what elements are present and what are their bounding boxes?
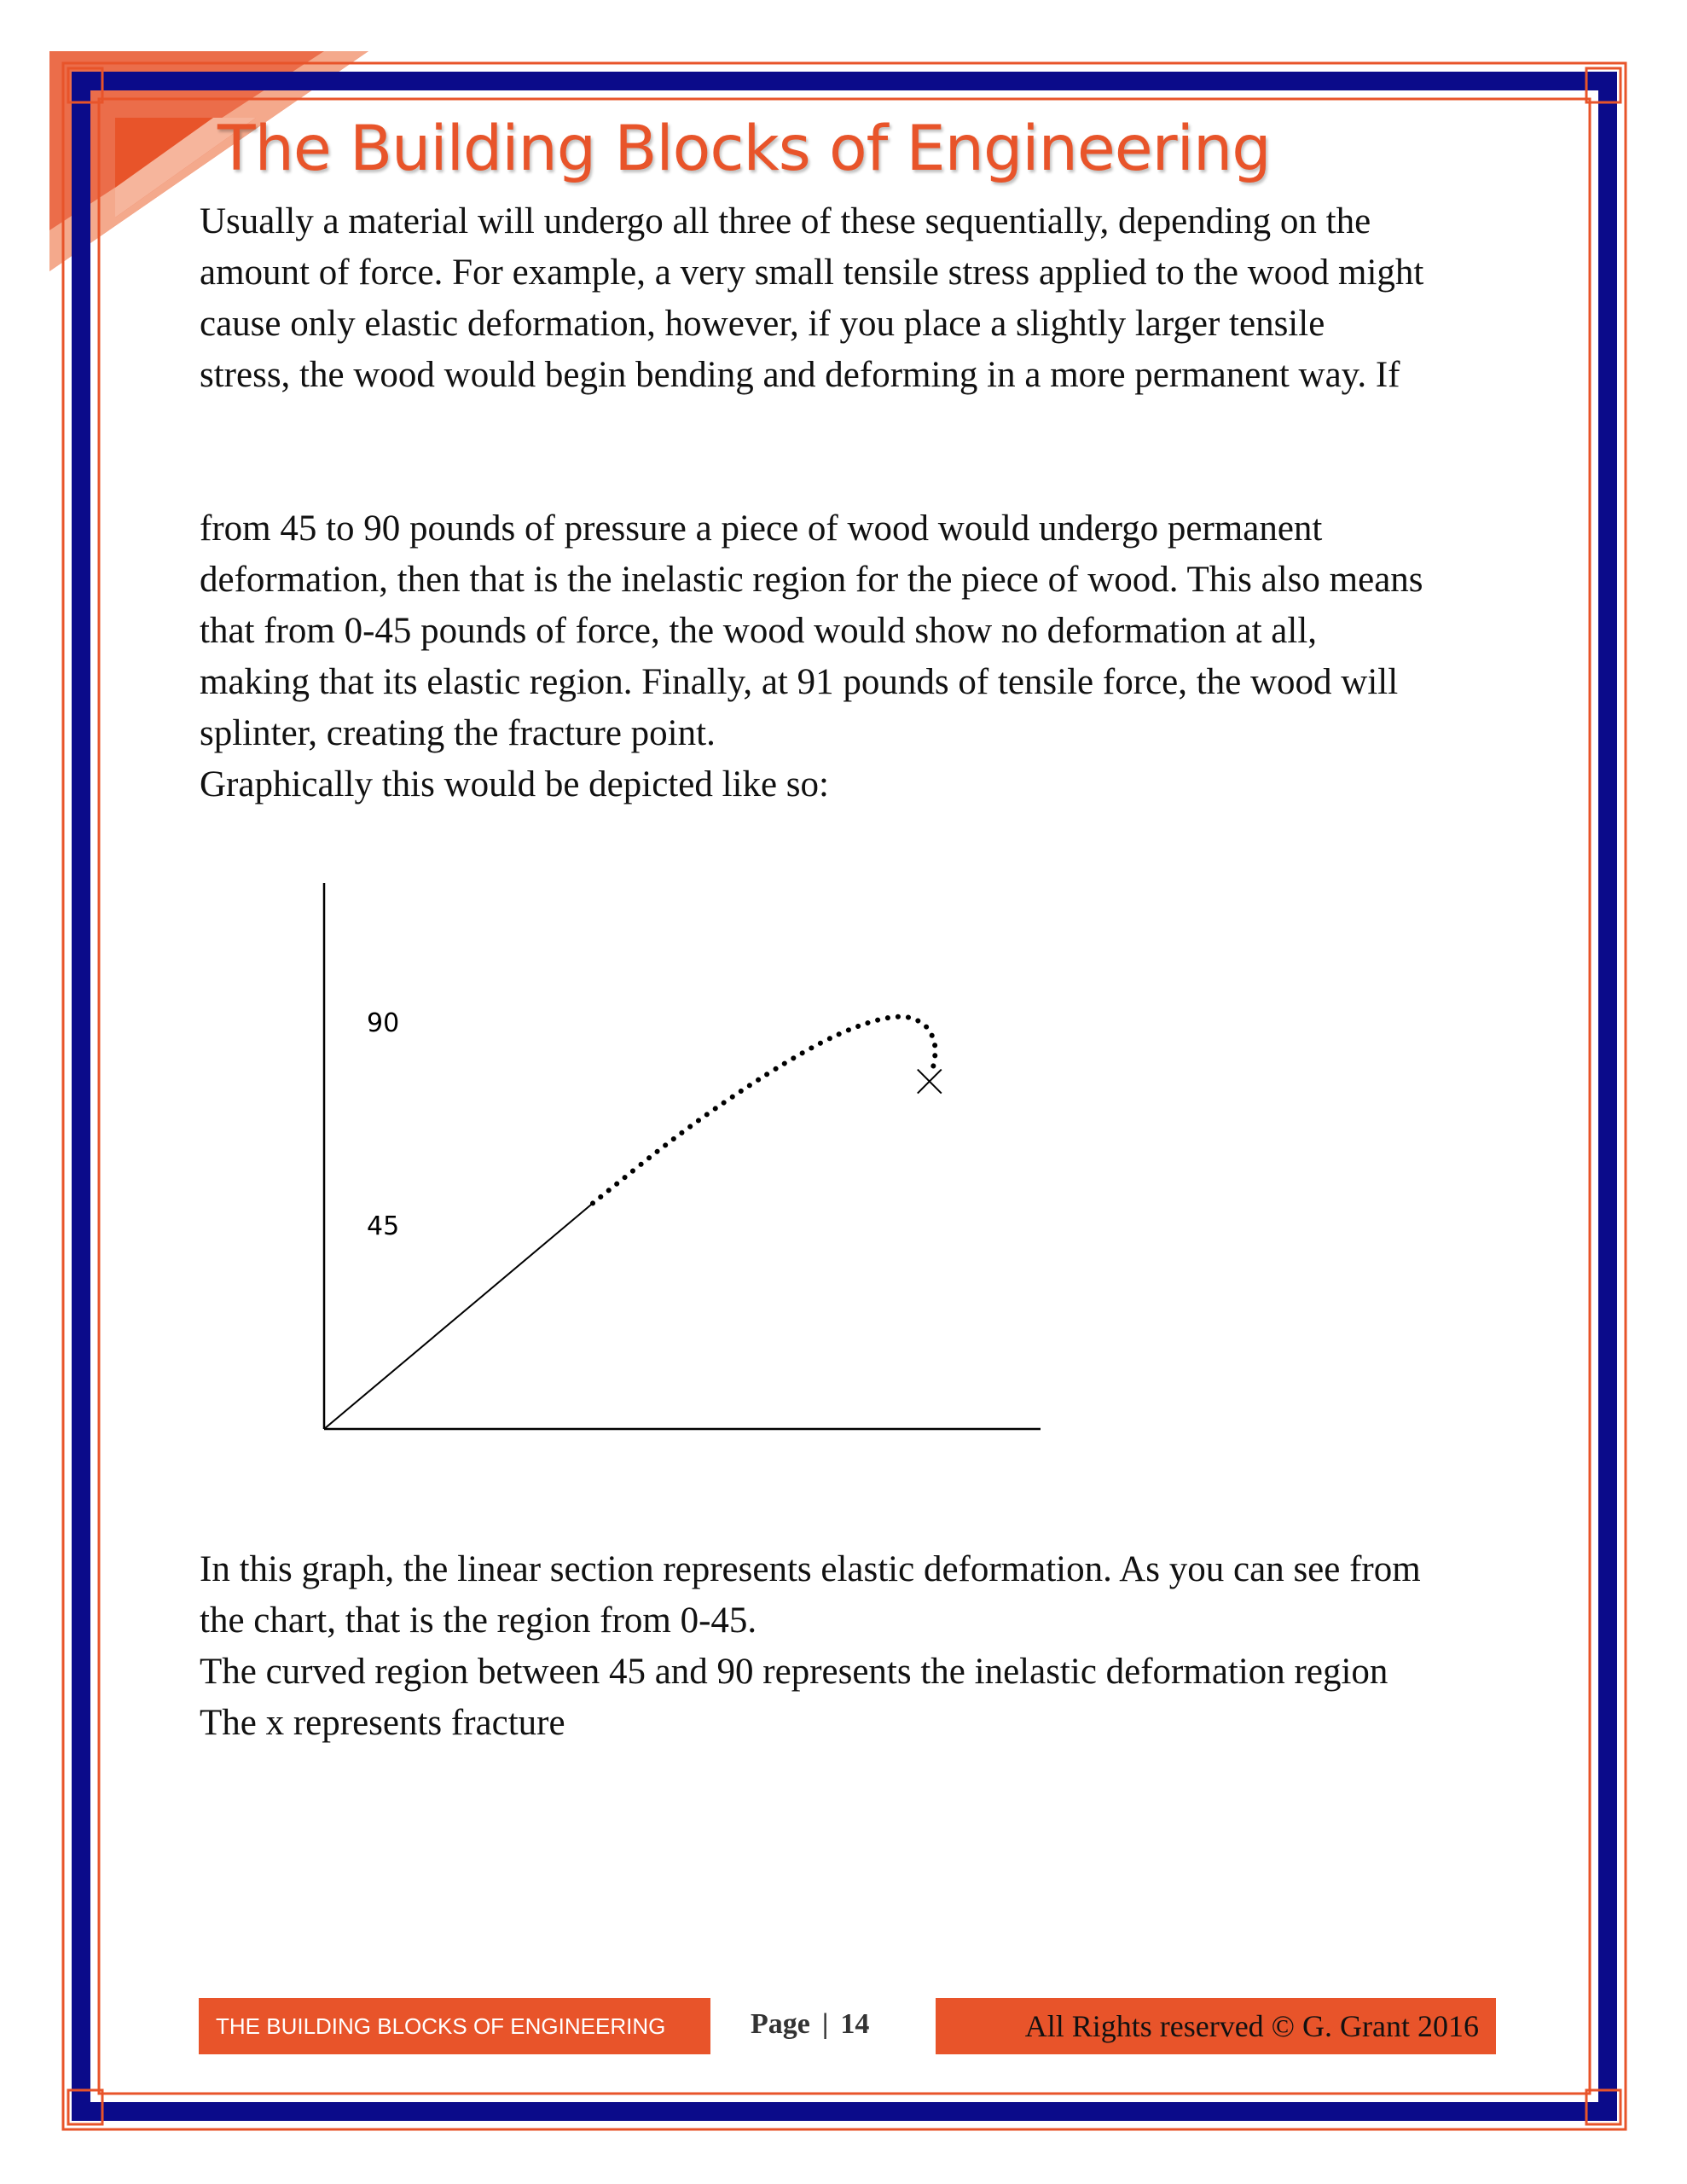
page-separator: | — [821, 2008, 829, 2040]
text-line: making that its elastic region. Finally, at 91 pounds of tensile force, the wood will — [200, 662, 1399, 702]
text-line: the chart, that is the region from 0-45. — [200, 1600, 757, 1641]
page-label: Page — [751, 2008, 810, 2040]
footer-page-number — [751, 2001, 869, 2048]
text-line: that from 0-45 pounds of force, the wood would show no deformation at all, — [200, 611, 1318, 651]
stress-chart — [307, 879, 1058, 1459]
y-tick-label: 90 — [367, 1008, 400, 1038]
continuation-paragraph — [200, 503, 1423, 810]
text-line: deformation, then that is the inelastic region for the piece of wood. This also means — [200, 560, 1423, 600]
inelastic-curve — [593, 1017, 936, 1204]
fracture-marker — [918, 1070, 942, 1094]
text-line: The curved region between 45 and 90 represents the inelastic deformation region — [200, 1652, 1388, 1692]
text-line: from 45 to 90 pounds of pressure a piece of wood would undergo permanent — [200, 508, 1323, 549]
explanation-paragraph — [200, 1544, 1421, 1749]
y-tick-label: 45 — [367, 1211, 400, 1241]
text-line: stress, the wood would begin bending and deforming in a more permanent way. If — [200, 355, 1400, 395]
text-line: Graphically this would be depicted like so: — [200, 764, 829, 804]
text-line: Usually a material will undergo all three of these sequentially, depending on the — [200, 201, 1371, 241]
text-line: The x represents fracture — [200, 1703, 565, 1743]
page-number: 14 — [840, 2008, 870, 2040]
intro-paragraph — [200, 196, 1423, 401]
text-line: cause only elastic deformation, however, if you place a slightly larger tensile — [200, 304, 1325, 344]
footer-copyright: All Rights reserved © G. Grant 2016 — [936, 1998, 1496, 2054]
text-line: splinter, creating the fracture point. — [200, 713, 716, 753]
text-line: In this graph, the linear section represents elastic deformation. As you can see from — [200, 1549, 1421, 1589]
page-title: The Building Blocks of Engineering — [217, 113, 1271, 185]
text-line: amount of force. For example, a very small tensile stress applied to the wood might — [200, 253, 1424, 293]
elastic-line — [324, 1203, 593, 1429]
footer-book-title: THE BUILDING BLOCKS OF ENGINEERING — [199, 1998, 710, 2054]
